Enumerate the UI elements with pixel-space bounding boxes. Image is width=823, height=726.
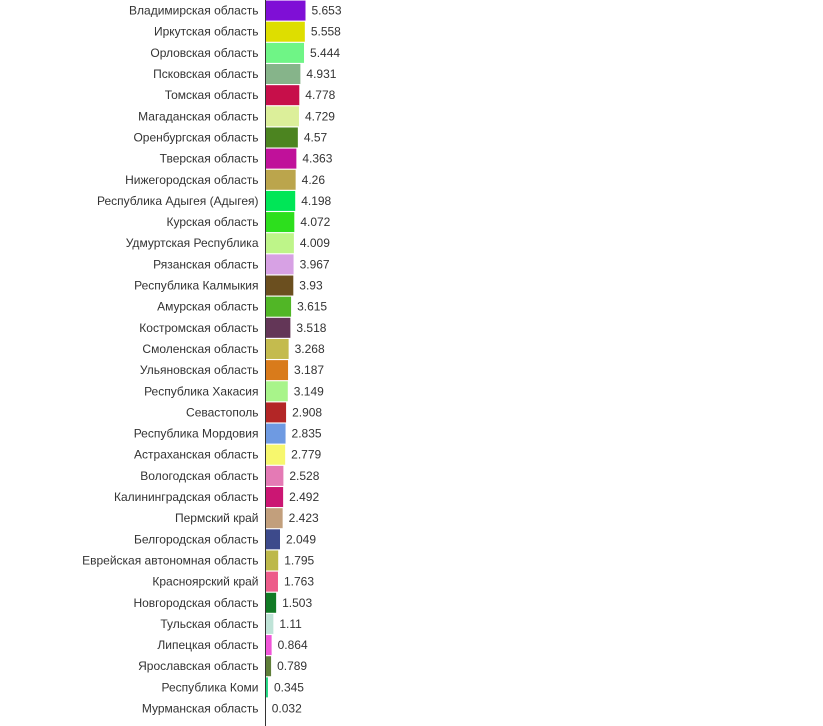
value-label: 2.049 (285, 532, 317, 547)
bar (266, 212, 295, 232)
value-label: 4.198 (301, 193, 332, 208)
bar (266, 64, 301, 84)
value-label: 2.423 (288, 511, 319, 526)
category-label: Вологодская область (140, 468, 259, 483)
category-label: Севастополь (186, 405, 259, 420)
value-label: 2.908 (292, 405, 323, 420)
bar (266, 360, 289, 380)
category-label: Красноярский край (152, 574, 259, 589)
category-label: Республика Адыгея (Адыгея) (96, 193, 259, 208)
value-label: 1.11 (279, 616, 302, 631)
bar (266, 233, 294, 253)
bar (266, 550, 279, 570)
bar (266, 656, 272, 676)
category-label: Республика Коми (161, 680, 259, 695)
value-label: 4.26 (301, 172, 326, 187)
category-label: Республика Калмыкия (134, 278, 259, 293)
value-label: 4.009 (299, 236, 330, 251)
value-label: 2.528 (289, 468, 320, 483)
category-label: Астраханская область (134, 447, 259, 462)
category-label: Нижегородская область (125, 172, 259, 187)
category-label: Тульская область (160, 616, 259, 631)
bar (266, 529, 280, 549)
value-label: 2.492 (289, 490, 320, 505)
category-label: Псковская область (153, 67, 259, 82)
value-label: 0.864 (277, 638, 308, 653)
bar (266, 276, 294, 296)
category-label: Республика Хакасия (144, 384, 259, 399)
bar (266, 106, 299, 126)
bar (266, 593, 277, 613)
value-label: 0.789 (277, 659, 308, 674)
value-label: 2.779 (291, 447, 322, 462)
category-label: Липецкая область (157, 638, 259, 653)
bar (266, 318, 291, 338)
bar (266, 191, 296, 211)
value-label: 4.57 (303, 130, 328, 145)
value-label: 0.032 (271, 701, 302, 716)
value-label: 5.558 (310, 24, 341, 39)
bar (266, 85, 300, 105)
value-label: 4.072 (300, 215, 331, 230)
value-label: 3.967 (299, 257, 330, 272)
bar (266, 508, 283, 528)
bar (266, 402, 287, 422)
bar (266, 614, 274, 634)
category-label: Курская область (166, 215, 259, 230)
bars-group (266, 1, 306, 719)
category-label: Белгородская область (134, 532, 259, 547)
value-label: 2.835 (291, 426, 322, 441)
value-label: 3.518 (296, 320, 327, 335)
value-label: 3.187 (294, 363, 325, 378)
category-labels-group (82, 4, 259, 716)
category-label: Ярославская область (138, 659, 259, 674)
category-label: Орловская область (150, 45, 259, 60)
category-label: Оренбургская область (133, 130, 259, 145)
value-label: 4.931 (306, 67, 337, 82)
category-label: Рязанская область (153, 257, 259, 272)
bar (266, 466, 284, 486)
bar (266, 635, 272, 655)
bar (266, 297, 292, 317)
category-label: Тверская область (159, 151, 259, 166)
bar (266, 1, 306, 21)
value-label: 5.444 (310, 45, 341, 60)
value-label: 3.615 (297, 299, 328, 314)
category-label: Смоленская область (142, 341, 259, 356)
bar (266, 572, 278, 592)
bar (266, 445, 286, 465)
value-label: 4.363 (302, 151, 333, 166)
category-label: Ульяновская область (139, 363, 259, 378)
bar (266, 43, 305, 63)
bar (266, 127, 298, 147)
bar (266, 339, 289, 359)
category-label: Новгородская область (133, 595, 259, 610)
value-label: 0.345 (273, 680, 304, 695)
value-label: 1.763 (283, 574, 315, 589)
value-label: 5.653 (311, 3, 342, 18)
category-label: Костромская область (139, 320, 259, 335)
category-label: Владимирская область (129, 3, 259, 18)
category-label: Томская область (164, 88, 259, 103)
value-label: 1.503 (282, 595, 313, 610)
bar (266, 487, 284, 507)
category-label: Калининградская область (113, 490, 259, 505)
bar (266, 170, 296, 190)
bar (266, 381, 288, 401)
category-label: Амурская область (157, 299, 259, 314)
category-label: Удмуртская Республика (125, 236, 259, 251)
bar (266, 22, 305, 42)
value-label: 4.729 (304, 109, 335, 124)
value-label: 3.149 (293, 384, 324, 399)
category-label: Еврейская автономная область (82, 553, 259, 568)
category-label: Магаданская область (138, 109, 259, 124)
category-label: Мурманская область (141, 701, 259, 716)
category-label: Пермский край (174, 511, 259, 526)
bar (266, 424, 286, 444)
value-label: 3.268 (294, 341, 325, 356)
category-label: Иркутская область (154, 24, 259, 39)
value-label: 4.778 (305, 88, 336, 103)
bar (266, 254, 294, 274)
value-label: 1.795 (284, 553, 315, 568)
category-label: Республика Мордовия (133, 426, 259, 441)
value-label: 3.93 (299, 278, 323, 293)
bar (266, 149, 297, 169)
